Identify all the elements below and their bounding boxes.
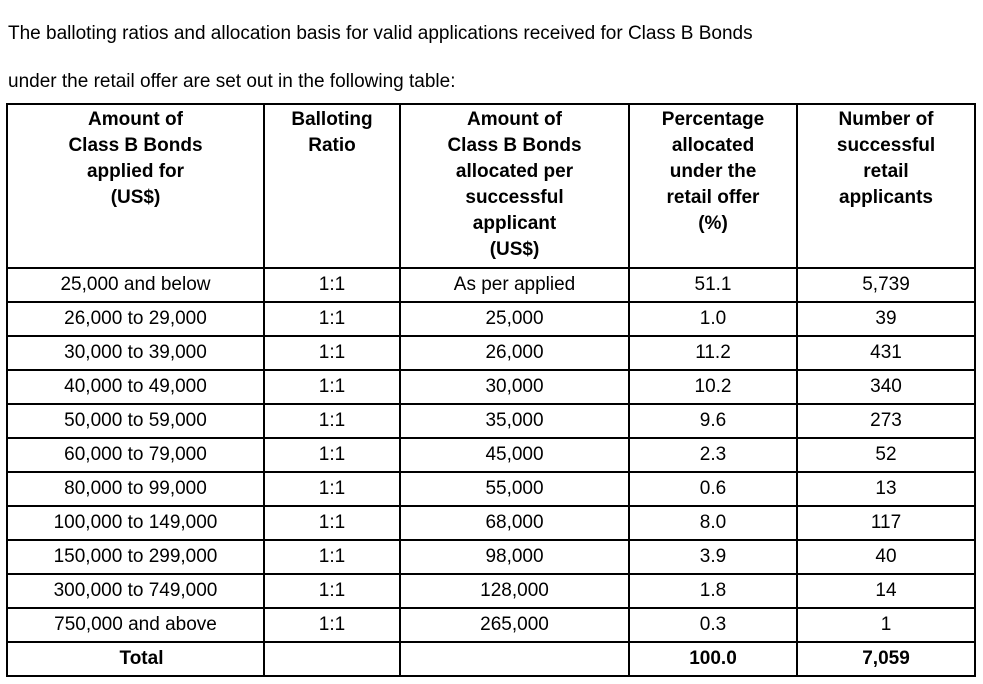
cell-amount-allocated: 25,000 (400, 302, 629, 336)
cell-applicants: 52 (797, 438, 975, 472)
header-line: Balloting (291, 109, 373, 130)
cell-amount-applied: 100,000 to 149,000 (7, 506, 264, 540)
header-line: applicants (839, 187, 933, 208)
cell-balloting-ratio: 1:1 (264, 336, 400, 370)
total-allocated-cell (400, 642, 629, 676)
cell-amount-allocated: 45,000 (400, 438, 629, 472)
cell-percentage: 2.3 (629, 438, 797, 472)
cell-percentage: 8.0 (629, 506, 797, 540)
total-ratio-cell (264, 642, 400, 676)
cell-amount-allocated: 98,000 (400, 540, 629, 574)
cell-applicants: 273 (797, 404, 975, 438)
header-line: (%) (698, 213, 728, 234)
cell-percentage: 11.2 (629, 336, 797, 370)
header-line: applicant (472, 213, 557, 234)
total-applicants: 7,059 (797, 642, 975, 676)
intro-line-1: The balloting ratios and allocation basis for valid applications received for Class B Bonds (8, 23, 753, 44)
cell-amount-allocated: 265,000 (400, 608, 629, 642)
cell-balloting-ratio: 1:1 (264, 370, 400, 404)
cell-percentage: 9.6 (629, 404, 797, 438)
header-line: retail offer (666, 187, 760, 208)
cell-applicants: 40 (797, 540, 975, 574)
cell-percentage: 1.8 (629, 574, 797, 608)
total-percentage: 100.0 (629, 642, 797, 676)
table-row (7, 268, 975, 302)
cell-balloting-ratio: 1:1 (264, 574, 400, 608)
cell-amount-allocated: 30,000 (400, 370, 629, 404)
cell-amount-applied: 150,000 to 299,000 (7, 540, 264, 574)
table-row (7, 472, 975, 506)
table-row (7, 438, 975, 472)
cell-amount-allocated: As per applied (400, 268, 629, 302)
header-line: Ratio (308, 135, 356, 156)
table-row (7, 302, 975, 336)
header-percentage-allocated (629, 104, 797, 268)
header-line: Amount of (88, 109, 183, 130)
cell-balloting-ratio: 1:1 (264, 438, 400, 472)
allocation-table (6, 103, 976, 677)
table-row (7, 336, 975, 370)
cell-percentage: 1.0 (629, 302, 797, 336)
cell-applicants: 39 (797, 302, 975, 336)
header-number-applicants (797, 104, 975, 268)
table-row (7, 404, 975, 438)
header-line: Class B Bonds (447, 135, 582, 156)
cell-balloting-ratio: 1:1 (264, 404, 400, 438)
cell-balloting-ratio: 1:1 (264, 302, 400, 336)
header-line: successful (465, 187, 564, 208)
cell-balloting-ratio: 1:1 (264, 472, 400, 506)
cell-applicants: 340 (797, 370, 975, 404)
intro-paragraph (8, 10, 968, 106)
cell-amount-allocated: 26,000 (400, 336, 629, 370)
cell-balloting-ratio: 1:1 (264, 540, 400, 574)
cell-balloting-ratio: 1:1 (264, 268, 400, 302)
total-label: Total (7, 642, 264, 676)
cell-percentage: 0.6 (629, 472, 797, 506)
cell-amount-applied: 25,000 and below (7, 268, 264, 302)
cell-amount-applied: 26,000 to 29,000 (7, 302, 264, 336)
cell-percentage: 10.2 (629, 370, 797, 404)
table-row (7, 540, 975, 574)
header-amount-applied (7, 104, 264, 268)
header-line: applied for (86, 161, 185, 182)
header-line: Class B Bonds (68, 135, 203, 156)
table-row (7, 370, 975, 404)
cell-amount-applied: 750,000 and above (7, 608, 264, 642)
cell-applicants: 5,739 (797, 268, 975, 302)
cell-amount-allocated: 128,000 (400, 574, 629, 608)
cell-applicants: 14 (797, 574, 975, 608)
header-line: Percentage (661, 109, 765, 130)
cell-amount-allocated: 68,000 (400, 506, 629, 540)
cell-balloting-ratio: 1:1 (264, 506, 400, 540)
cell-amount-allocated: 35,000 (400, 404, 629, 438)
cell-amount-applied: 300,000 to 749,000 (7, 574, 264, 608)
table-body (7, 268, 975, 642)
cell-percentage: 0.3 (629, 608, 797, 642)
total-row (7, 642, 975, 676)
table-row (7, 574, 975, 608)
cell-balloting-ratio: 1:1 (264, 608, 400, 642)
table-header-row (7, 104, 975, 268)
cell-applicants: 13 (797, 472, 975, 506)
cell-amount-applied: 50,000 to 59,000 (7, 404, 264, 438)
header-line: under the (669, 161, 757, 182)
table-row (7, 608, 975, 642)
header-line: successful (836, 135, 936, 156)
header-amount-allocated (400, 104, 629, 268)
cell-amount-applied: 40,000 to 49,000 (7, 370, 264, 404)
header-line: allocated (671, 135, 755, 156)
cell-applicants: 1 (797, 608, 975, 642)
cell-applicants: 431 (797, 336, 975, 370)
header-balloting-ratio (264, 104, 400, 268)
header-line: Amount of (467, 109, 562, 130)
header-line: (US$) (110, 187, 161, 208)
header-line: Number of (838, 109, 934, 130)
cell-amount-applied: 80,000 to 99,000 (7, 472, 264, 506)
cell-amount-allocated: 55,000 (400, 472, 629, 506)
header-line: (US$) (489, 239, 540, 260)
cell-percentage: 3.9 (629, 540, 797, 574)
header-line: allocated per (455, 161, 574, 182)
intro-line-2: under the retail offer are set out in the following table: (8, 71, 456, 92)
cell-percentage: 51.1 (629, 268, 797, 302)
header-line: retail (863, 161, 909, 182)
cell-amount-applied: 30,000 to 39,000 (7, 336, 264, 370)
cell-applicants: 117 (797, 506, 975, 540)
table-row (7, 506, 975, 540)
cell-amount-applied: 60,000 to 79,000 (7, 438, 264, 472)
